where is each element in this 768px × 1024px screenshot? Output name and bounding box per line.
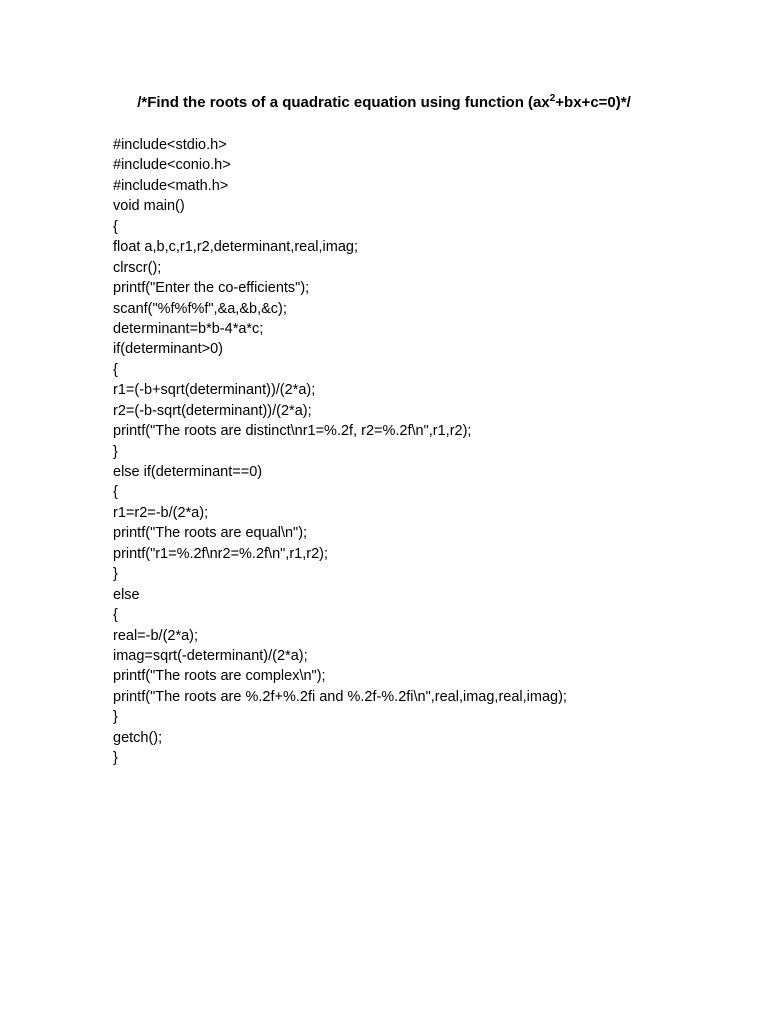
code-line: printf("Enter the co-efficients");: [113, 280, 310, 297]
code-line: r1=r2=-b/(2*a);: [113, 504, 209, 521]
code-line: else: [113, 586, 140, 603]
code-line: r2=(-b-sqrt(determinant))/(2*a);: [113, 402, 312, 419]
code-line: r1=(-b+sqrt(determinant))/(2*a);: [113, 382, 316, 399]
code-line: }: [113, 750, 118, 767]
code-line: {: [113, 218, 118, 235]
code-line: printf("The roots are distinct\nr1=%.2f, r2=%.2f\n",r1,r2);: [113, 423, 472, 440]
code-line: scanf("%f%f%f",&a,&b,&c);: [113, 300, 287, 317]
code-line: getch();: [113, 729, 163, 746]
code-line: imag=sqrt(-determinant)/(2*a);: [113, 647, 308, 664]
code-line: }: [113, 709, 118, 726]
code-line: #include<conio.h>: [113, 157, 231, 174]
code-line: void main(): [113, 198, 185, 215]
code-line: {: [113, 484, 118, 501]
code-line: #include<stdio.h>: [113, 137, 227, 153]
code-line: else if(determinant==0): [113, 464, 263, 480]
code-line: printf("The roots are complex\n");: [113, 668, 326, 685]
code-line: #include<math.h>: [113, 177, 229, 194]
code-line: {: [113, 607, 118, 624]
document-title: [0, 92, 768, 114]
code-line: printf("r1=%.2f\nr2=%.2f\n",r1,r2);: [113, 545, 328, 562]
code-line: printf("The roots are equal\n");: [113, 525, 308, 542]
code-line: }: [113, 566, 118, 583]
code-line: clrscr();: [113, 259, 162, 276]
title-superscript: 2: [549, 93, 556, 104]
title-prefix: /*Find the roots of a quadratic equation using function (ax: [137, 94, 550, 111]
code-line: real=-b/(2*a);: [113, 627, 199, 644]
code-listing: [113, 135, 733, 769]
code-line: float a,b,c,r1,r2,determinant,real,imag;: [113, 239, 359, 256]
code-line: determinant=b*b-4*a*c;: [113, 320, 264, 337]
code-line: printf("The roots are %.2f+%.2fi and %.2f-%.2fi\n",real,imag,real,imag);: [113, 688, 567, 705]
code-line: if(determinant>0): [113, 341, 224, 358]
code-line: }: [113, 443, 118, 460]
title-suffix: +bx+c=0)*/: [555, 94, 631, 111]
code-line: {: [113, 361, 118, 378]
